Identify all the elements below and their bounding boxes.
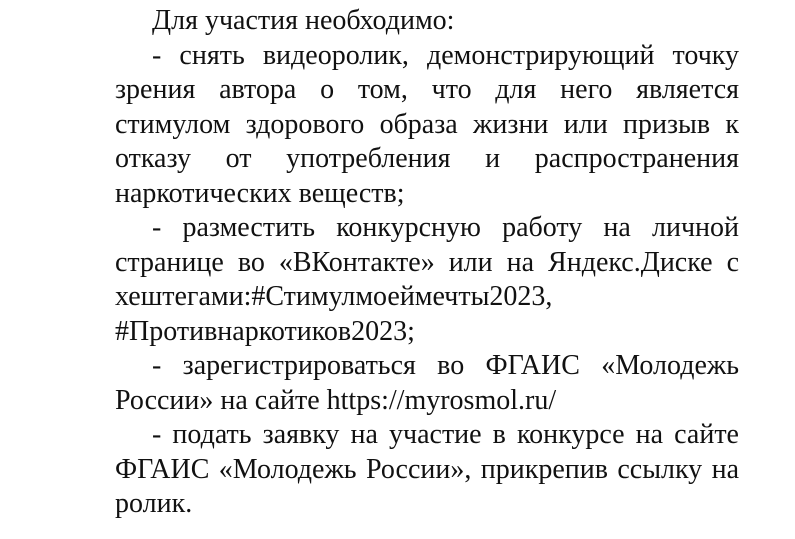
requirement-item-apply: - подать заявку на участие в конкурсе на сайте ФГАИС «Молодежь России», прикрепив ссылку на ролик.	[115, 419, 739, 519]
requirement-item-publish: - разместить конкурсную работу на личной странице во «ВКонтакте» или на Яндекс.Диске с хештегами:#Стимулмоеймечты2023, #Противнаркотиков2023;	[115, 212, 739, 347]
document-body	[115, 4, 739, 522]
requirement-item-video: - снять видеоролик, демонстрирующий точку зрения автора о том, что для него является стимулом здорового образа жизни или призыв к отказу от употребления и распространения наркотических веществ;	[115, 39, 739, 209]
intro-text: Для участия необходимо:	[152, 5, 455, 36]
requirement-item-register: - зарегистрироваться во ФГАИС «Молодежь России» на сайте https://myrosmol.ru/	[115, 350, 739, 416]
